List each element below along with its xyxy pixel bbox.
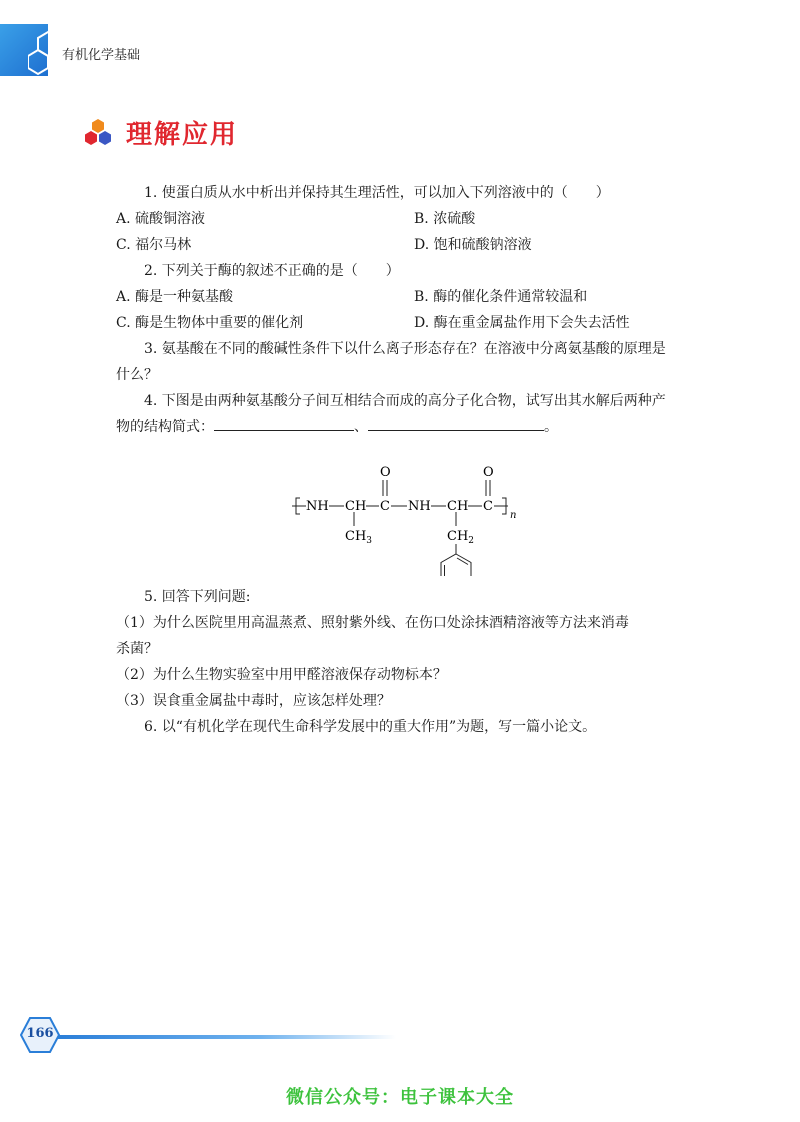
atom-ch2-group: $CH_2$ xyxy=(447,529,475,546)
structural-formula-diagram xyxy=(116,446,726,576)
question-5-sub-1-line-2: 杀菌？ xyxy=(116,641,158,657)
page-number: 166 xyxy=(26,1026,54,1041)
question-5-stem: 5. 回答下列问题: xyxy=(144,589,251,605)
exercise-content xyxy=(116,180,726,740)
question-5-sub-1-line-1: （1）为什么医院里用高温蒸煮、照射紫外线、在伤口处涂抹酒精溶液等方法来消毒 xyxy=(116,615,629,631)
atom-c-1: C xyxy=(380,499,390,514)
benzene-ring-icon xyxy=(441,554,471,576)
question-5-sub-3: （3）误食重金属盐中毒时，应该怎样处理？ xyxy=(116,693,391,709)
question-1-stem: 1. 使蛋白质从水中析出并保持其生理活性，可以加入下列溶液中的（ ） xyxy=(144,185,610,201)
question-3-line-1: 3. 氨基酸在不同的酸碱性条件下以什么离子形态存在？在溶液中分离氨基酸的原理是 xyxy=(144,341,666,357)
option-c: C. 酶是生物体中重要的催化剂 xyxy=(116,315,304,331)
subscript-n: n xyxy=(510,510,517,521)
atom-c-2: C xyxy=(483,499,493,514)
question-3-line-2: 什么？ xyxy=(116,367,158,383)
question-6-stem: 6. 以“有机化学在现代生命科学发展中的重大作用”为题，写一篇小论文。 xyxy=(144,719,597,735)
option-d: D. 酶在重金属盐作用下会失去活性 xyxy=(414,315,630,331)
hexagon-cluster-icon xyxy=(84,118,112,146)
atom-o-1: O xyxy=(380,465,391,480)
atom-nh-2: NH xyxy=(408,499,431,514)
question-2-options-row-1 xyxy=(116,284,726,310)
answer-blank-2[interactable] xyxy=(368,416,544,431)
option-a: A. 硫酸铜溶液 xyxy=(116,211,206,227)
option-d: D. 饱和硫酸钠溶液 xyxy=(414,237,532,253)
atom-ch3: $CH_3$ xyxy=(345,529,373,546)
question-4-prefix: 物的结构简式： xyxy=(116,419,214,435)
question-5-sub-2: （2）为什么生物实验室中用甲醛溶液保存动物标本？ xyxy=(116,667,447,683)
question-4-end: 。 xyxy=(544,419,558,435)
question-4-line-1: 4. 下图是由两种氨基酸分子间互相结合而成的高分子化合物，试写出其水解后两种产 xyxy=(144,393,666,409)
option-b: B. 酶的催化条件通常较温和 xyxy=(414,289,588,305)
option-c: C. 福尔马林 xyxy=(116,237,192,253)
blank-separator: 、 xyxy=(354,419,368,435)
atom-ch-1: CH xyxy=(345,499,367,514)
atom-o-2: O xyxy=(483,465,494,480)
question-4-line-2 xyxy=(116,414,726,440)
footer-divider xyxy=(56,1035,396,1039)
atom-nh-1: NH xyxy=(306,499,329,514)
option-a: A. 酶是一种氨基酸 xyxy=(116,289,234,305)
answer-blank-1[interactable] xyxy=(214,416,354,431)
question-2-stem: 2. 下列关于酶的叙述不正确的是（ ） xyxy=(144,263,400,279)
question-1-options-row-2 xyxy=(116,232,726,258)
watermark-text: 微信公众号：电子课本大全 xyxy=(286,1087,514,1108)
question-2-options-row-2 xyxy=(116,310,726,336)
section-title: 理解应用 xyxy=(126,119,239,150)
atom-ch-2: CH xyxy=(447,499,469,514)
book-title: 有机化学基础 xyxy=(62,48,141,63)
polymer-structure-formula xyxy=(116,446,726,576)
question-1-options-row-1 xyxy=(116,206,726,232)
section-heading xyxy=(84,112,238,152)
option-b: B. 浓硫酸 xyxy=(414,211,476,227)
